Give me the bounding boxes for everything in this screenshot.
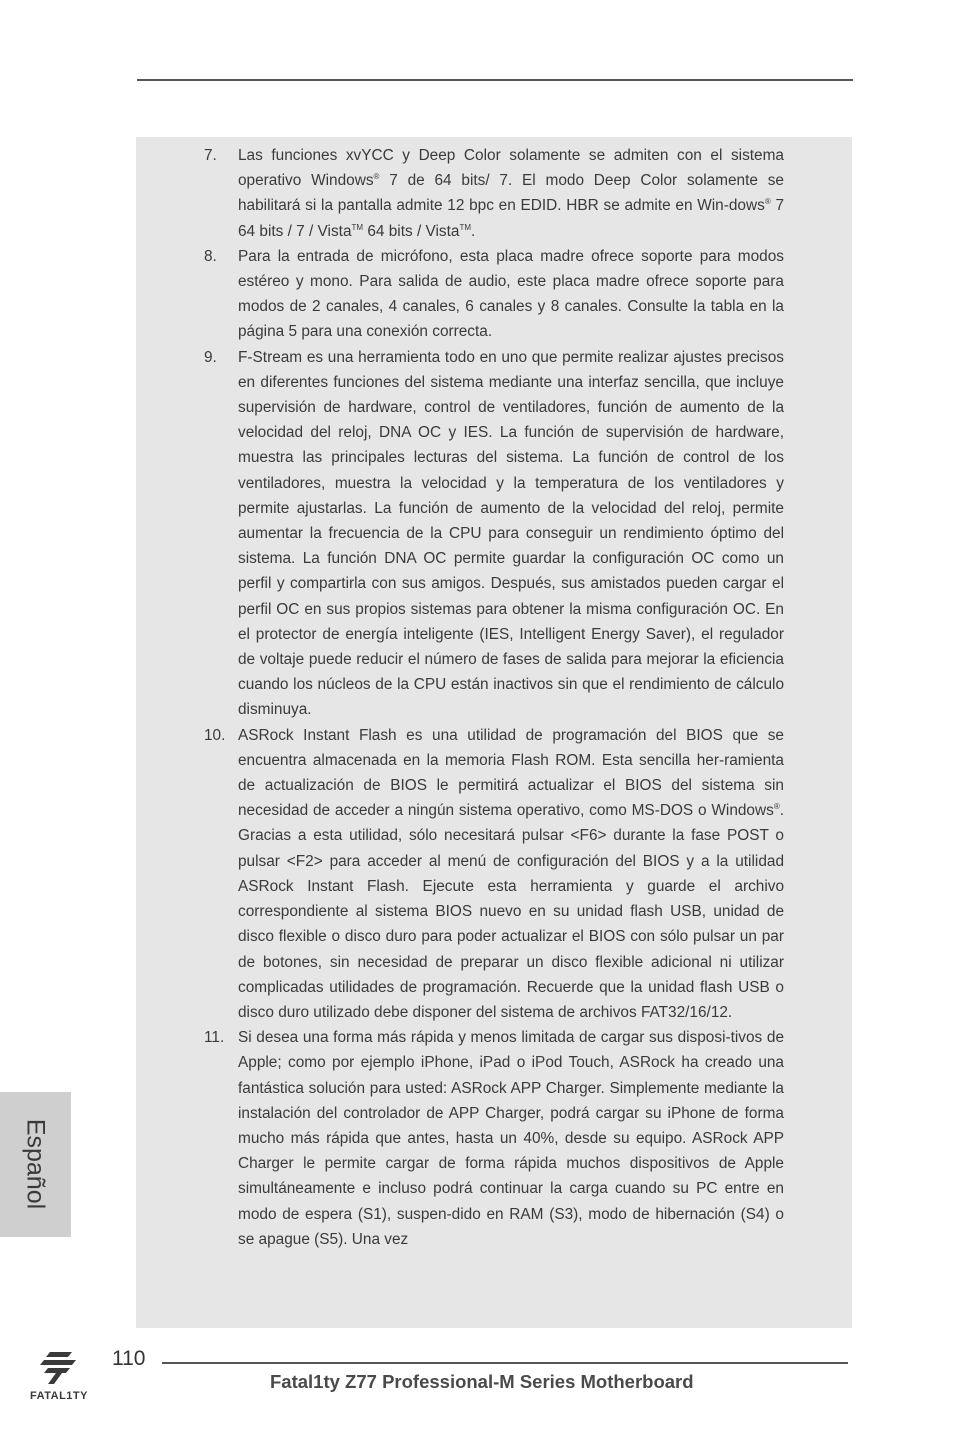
note-text: Las funciones xvYCC y Deep Color solamente se admiten con el sistema operativo Windows® 7 de 64 bits/ 7. El modo Deep Color solamente se habilitará si la pantalla admite 12 bpc en EDID. HBR se admite en Win-dows® 7 64 bits / 7 / Vista™ 64 bits / Vista™. (238, 147, 785, 240)
language-side-tab (0, 1092, 71, 1237)
fatal1ty-logo-icon (28, 1348, 108, 1404)
note-number: 10. (204, 726, 226, 744)
note-number: 8. (204, 247, 217, 265)
note-text: Si desea una forma más rápida y menos limitada de cargar sus disposi-tivos de Apple; como por ejemplo iPhone, iPad o iPod Touch, ASRock ha creado una fantástica solución para usted: ASRock APP Charger. Simplemente mediante la instalación del controlador de APP Charger, podrá cargar su iPhone de forma mucho más rápida que antes, hasta un 40%, desde su equipo. ASRock APP Charger le permite cargar de forma rápida muchos dispositivos de Apple simultáneamente e incluso podrá continuar la carga cuando su PC entre en modo de espera (S1), suspen-dido en RAM (S3), modo de hibernación (S4) o se apague (S5). Una vez (238, 1029, 784, 1248)
footer-title: Fatal1ty Z77 Professional-M Series Motherboard (270, 1371, 694, 1392)
top-rule (137, 79, 853, 81)
note-number: 11. (204, 1029, 225, 1047)
note-number: 7. (204, 147, 217, 164)
note-item-10 (204, 723, 784, 1025)
note-item-7 (204, 143, 784, 244)
note-item-11 (204, 1025, 784, 1252)
note-text: F-Stream es una herramienta todo en uno que permite realizar ajustes precisos en diferentes funciones del sistema mediante una interfaz sencilla, que incluye supervisión de hardware, control de ventiladores, función de aumento de la velocidad del reloj, DNA OC y IES. La función de supervisión de hardware, muestra las principales lecturas del sistema. La función de control de los ventiladores, muestra la velocidad y la temperatura de los ventiladores y permite ajustarlas. La función de aumento de la velocidad del reloj, permite aumentar la frecuencia de la CPU para conseguir un rendimiento óptimo del sistema. La función DNA OC permite guardar la configuración OC como un perfil y compartirla con sus amigos. Después, sus amistados pueden cargar el perfil OC en sus propios sistemas para obtener la misma configuración OC. En el protector de energía inteligente (IES, Intelligent Energy Saver), el regulador de voltaje puede reducir el número de fases de salida para mejorar la eficiencia cuando los núcleos de la CPU están inactivos sin que el rendimiento de cálculo disminuya. (238, 348, 784, 719)
bottom-rule (162, 1362, 848, 1364)
note-text: Para la entrada de micrófono, esta placa madre ofrece soporte para modos estéreo y mono. Para salida de audio, este placa madre ofrece soporte para modos de 2 canales, 4 canales, 6 canales y 8 canales. Consulte la tabla en la página 5 para una conexión correcta. (238, 247, 784, 341)
svg-text:FATAL1TY: FATAL1TY (30, 1390, 88, 1402)
page-number: 110 (112, 1347, 146, 1370)
note-number: 9. (204, 348, 217, 366)
language-label: Español (21, 1118, 50, 1210)
notes-list (204, 143, 784, 1252)
note-item-8 (204, 244, 784, 345)
note-text: ASRock Instant Flash es una utilidad de programación del BIOS que se encuentra almacenada en la memoria Flash ROM. Esta sencilla her-ramienta de actualización de BIOS le permitirá actualizar el BIOS del sistema sin necesidad de acceder a ningún sistema operativo, como MS-DOS o Windows®. Gracias a esta utilidad, sólo necesitará pulsar <F6> durante la fase POST o pulsar <F2> para acceder al menú de configuración del BIOS y a la utilidad ASRock Instant Flash. Ejecute esta herramienta y guarde el archivo correspondiente al sistema BIOS nuevo en su unidad flash USB, unidad de disco flexible o disco duro para poder actualizar el BIOS con sólo pulsar un par de botones, sin necesidad de preparar un disco flexible adicional ni utilizar complicadas utilidades de programación. Recuerde que la unidad flash USB o disco duro utilizado debe disponer del sistema de archivos FAT32/16/12. (238, 726, 784, 1021)
note-item-9 (204, 345, 784, 723)
